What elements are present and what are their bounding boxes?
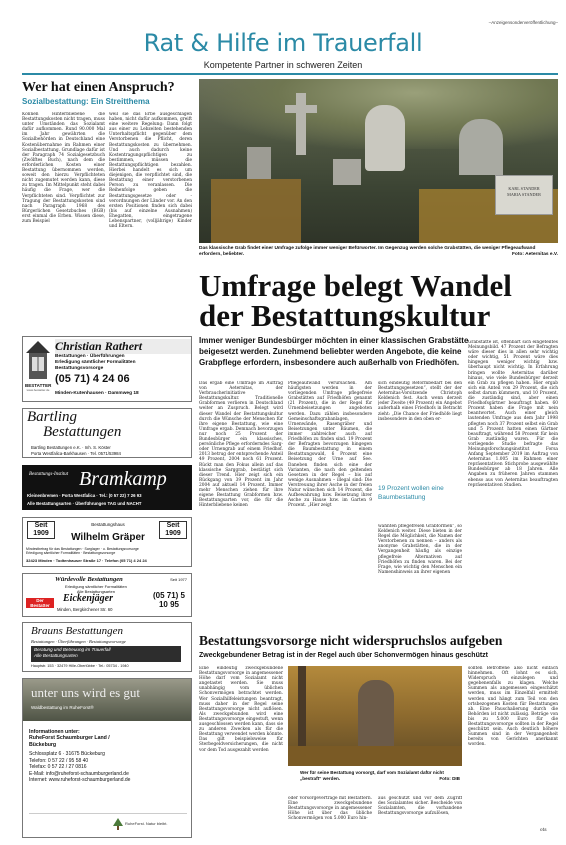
eickenjaeger-lines: Erledigung sämtlicher Formalitäten Alle Bestattungsarten <box>65 584 127 594</box>
gravestone-plaque: KARL STANDER MARIA STANDER <box>495 175 553 215</box>
page-title: Rat & Hilfe im Trauerfall <box>143 29 423 57</box>
graeper-since-right: Seit 1909 <box>159 521 187 539</box>
ruheforst-slogan: unter uns wird es gut <box>31 685 141 700</box>
main-col3: sich eindeutig Reformbedarf bei den Bestattungsgesetzen“, stellt der der Aeternitas-Vorsitzende Christoph Keldenich fest. Auch wenn derzeit jeder Zweite (49 Prozent) ein Angebot außerhalb eines Friedhofs in Betracht zieht: „Die Chance der Friedhöfe liegt insbesondere in den oben er- <box>378 381 462 422</box>
second-subheadline: Zweckgebundener Betrag ist in der Regel auch über Schonvermögen hinaus geschützt <box>199 652 489 659</box>
ruheforst-logo: RuheForst. Natur bleibt. <box>29 813 187 833</box>
rathert-address: Minden-Kutenhausen · Dammweg 18 <box>55 391 139 396</box>
eickenjaeger-phone: (05 71) 5 10 95 <box>152 591 186 609</box>
gravestone-cross <box>296 93 306 155</box>
second-col2: oder Vorsorgeverträge mit Bestattern. Eine zweckgebundene Bestattungsvorsorge in angemessener Höhe ist über das übliche Schonvermögen von 5.000 Euro hin- <box>288 796 372 822</box>
eickenjaeger-since: Seit 1977 <box>170 577 187 582</box>
ad-rathert[interactable] <box>22 336 192 402</box>
bramkamp-name: Bramkamp <box>79 468 167 490</box>
ad-graeper[interactable] <box>22 517 192 567</box>
bartling-address: Bartling Bestattungen e.K. · Inh. S. Köster Porta Westfalica-Barkhausen · Tel. 0571/53984 <box>31 445 121 456</box>
autumn-grave-photo <box>288 666 462 766</box>
main-lead: Immer weniger Bundesbürger möchten in einer klassischen Grabstätte beigesetzt werden. Zunehmend beliebter werden Angebote, die keine Grabpflege erfordern, insbesondere auch außerhalb von Friedhöfen. <box>199 336 469 367</box>
brauns-address: Hauptstr. 153 · 32479 Hille-Oberlübbe · Tel.: 05734 - 1940 <box>31 664 129 668</box>
left-article-col1: Können Hinterbliebene die Bestattungskosten nicht tragen, muss unter Umständen das Sozialamt dafür aufkommen. Rund 90.000 Mal im Jahr gewährten die Sozialbehörden in Deutschland eine Kostenübernahme im Rahmen einer Sozialbestattung. Grundlage dafür ist der Paragraph 74 Sozialgesetzbuch (Zwölftes Buch), nach dem die erforderlichen Kosten einer Bestattung übernommen werden, soweit den hierzu Verpflichteten nicht zugemutet werden kann, diese zu tragen. Im Mittelpunkt steht dabei häufig die Frage, wer die Verpflichteten sind. Verpflichtet zur Tragung der Bestattungskosten sind nach Paragraph 1968 des Bürgerlichen Gesetzbuches (BGB) erst einmal die Erben. Wissen diese, zum Beispiel <box>22 112 105 224</box>
graeper-since-left: Seit 1909 <box>27 521 55 539</box>
bramkamp-line2: Alle Bestattungsarten · Überführungen TAG und NACHT <box>27 501 142 506</box>
bramkamp-left: Bestattungs-Institut <box>29 472 69 477</box>
second-col4: sollten Betroffene also nicht einfach hinnehmen. Oft lohnt es sich, Widerspruch einzulegen und gegebenenfalls zu klagen. Welche Summen als angemessen eingeschätzt werden, muss im Einzelfall ermittelt werden und hängt zum Teil von den ortsbezogenen Kosten für Bestattungen ab. Eine Pauschalierung durch die Behörden ist nicht zulässig. Beträge von bis zu 5.000 Euro für die Bestattungsvorsorge sollten in der Regel geschützt sein. Auch deutlich höhere Summen sind in der Vergangenheit bereits von Gerichten anerkannt worden. <box>468 666 558 748</box>
main-col3-after: wähnten pflegefreien Grabformen“, so Keldenich weiter. Diese bieten in der Regel die Möglichkeit, die Namen der Verstorbenen zu nennen – anders als anonyme Grabstätten, die in der Vergangenheit häufig als einzige pflegefreie Alternativen auf Friedhöfen zu finden waren. Bei der Frage, wie wichtig den Menschen ein Namenshinweis an ihrer eigenen <box>378 524 462 575</box>
photo1-caption: Das klassische Grab findet einer Umfrage zufolge immer weniger Befürworter. Im Gegenzug werden solche Grabstätten, die weniger Pflegeaufwand erfordern, beliebter. Foto: Aeternitas e.V. <box>199 246 558 257</box>
brauns-name: Brauns Bestattungen <box>31 625 123 637</box>
ad-note: –Anzeigensonderveröffentlichung– <box>488 20 558 25</box>
second-col1: Eine eindeutig zweckgebundene Bestattungsvorsorge in angemessener Höhe darf vom Sozialamt nicht angetastet werden. Sie muss unabhängig vom üblichen Schonvermögen betrachtet werden. Wer Sozialhilfeleistungen beantragt, muss daher in der Regel seine Bestattungsvorsorge nicht auflösen. Als zweckgebunden wird eine Bestattungsvorsorge eingestuft, wenn ausgeschlossen werden kann, dass sie zu anderen Zwecken als für die Bestattung verwendet werden könnte. Das gilt beispielsweise für Sterbegeldversicherungen, die nicht vor dem Tod ausgezahlt werden <box>199 666 283 753</box>
ad-brauns[interactable] <box>22 622 192 672</box>
ad-eickenjaeger[interactable] <box>22 573 192 617</box>
ruheforst-tagline: Waldbestattung im RuheForst® <box>31 705 94 710</box>
second-col3: aus geschützt und vor dem Zugriff des Sozialamtes sicher. Bescheide von Sozialamten, die vorhandene Bestattungsvorsorge aufzulösen, <box>378 796 462 817</box>
brauns-sub: Bestattungen · Überführungen · Bestattungsvorsorge <box>31 639 126 644</box>
second-headline: Bestattungsvorsorge nicht widerspruchslos aufgeben <box>199 633 503 648</box>
left-article-title: Wer hat einen Anspruch? <box>22 80 175 95</box>
page-subtitle: Kompetente Partner in schweren Zeiten <box>203 60 363 70</box>
main-col1: Das ergab eine Umfrage im Auftrag von Aeternitas, der Verbraucherinitiative Bestattungskultur. Traditionelle Grabformen verlieren in Deutschland weiter an Zuspruch. Belegt wird dieser Wandel der Bestattungskultur durch die Wünsche der Menschen für ihre eigene Bestattung, wie eine Umfrage ergab. Demnach bevorzugen nur noch 25 Prozent der Bundesbürger ein klassisches, persönliche Pflege erforderndes Sarg- oder Urnengrab auf einem Friedhof. 2013 betrug der entsprechende Anteil 49 Prozent, 2004 noch 61 Prozent. Rückt man den Fokus allein auf das klassische Sarggrab, bestätigt sich dieser Trend. Hier zeigt sich ein Rückgang von 39 Prozent im Jahr 2004 auf aktuell 14 Prozent. Immer mehr Menschen ziehen für ihre eigene Bestattung Grabformen bzw. Bestattungsarten vor, die für die Hinterbliebene keinen <box>199 381 283 509</box>
rathert-phone: (05 71) 4 24 06 <box>55 373 130 385</box>
main-col4: Grabstätte ist, offenbart sich eingeteiltes Meinungsbild. 47 Prozent der Befragten wäre dieser dies in allen sehr wichtig oder wichtig, 51 Prozent wäre dies hingegen weniger wichtig bzw. überhaupt nicht wichtig. In Erfahrung bringen wollte Aeternitas darüber hinaus, wie viele Bundesbürger derzeit ein Grab zu pflegen haben. Hier ergab sich ein Anteil von 29 Prozent, die sich selbst darum kümmern, und 10 Prozent, die zuständig sind, aber einen Friedhofsgärtner beauftragt haben. 60 Prozent haben die Frage mit nein beantwortet. Auch einer gleich lautenden Umfrage aus dem Jahr 1998 pflegten noch 37 Prozent selbst ein Grab und 5 Prozent hatten einen Gärtner beauftragt, während 58 Prozent für kein Grab zuständig waren. Für die vorliegende Studie befragte das Meinungsforschungsinstitut Forsa Anfang September 2019 im Auftrag von Aeternitas 1.005 im Rahmen einer repräsentativen Stichprobe ausgewählte Bundesbürger ab 18 Jahren. Alle Angaben zu früheren Jahren stammen ebenso aus von Aeternitas beauftragten repräsentativen Studien. <box>468 340 558 488</box>
second-end: ots <box>540 828 547 833</box>
main-headline-1: Umfrage belegt Wandel <box>199 268 512 303</box>
eickenjaeger-name: Würdevolle Bestattungen <box>55 576 123 583</box>
header-rule <box>22 73 558 75</box>
main-col2: Pflegeaufwand verursachen. Am häufigsten werden in der vorliegenden Umfrage pflegefreie Grabstätten auf Friedhöfen genannt (21 Prozent), die in der Regel für Urnenbeisetzungen angeboten werden. Dazu zählen insbesondere Gemeinschaftsgrabanlagen, Urnenwände, Rasengräber und Beisetzungen unter Bäumen, die immer zahlreicher auch auf Friedhöfen zu finden sind. 19 Prozent der Befragten bevorzugen hingegen die Baumbestattung in einem Bestattungswald, 6 Prozent eine Beisetzung der Urne auf See. Daneben finden sich eine der Varianten, die nach den geltenden Gesetzen in der Regel – bis auf wenige Ausnahmen – illegal sind: Die Verstreuung ihrer Asche in der freien Natur wünschen sich 14 Prozent, die Aufbewahrung bzw. Beisetzung ihrer Asche zu Hause bzw. im Garten 9 Prozent. „Hier zeigt <box>288 381 372 509</box>
rathert-badge: BESTATTER www.bestatter.de <box>25 341 51 399</box>
eickenjaeger-badge: Der Bestatter <box>26 598 54 608</box>
eickenjaeger-company: Eickenjäger <box>63 593 113 604</box>
main-headline-2: der Bestattungskultur <box>199 298 491 333</box>
bartling-line2: Bestattungen <box>43 424 122 440</box>
ruheforst-photo <box>23 679 192 721</box>
main-pull-quote: 19 Prozent wollen eine Baumbestattung <box>378 485 444 501</box>
graeper-sub: Bestattungshaus <box>91 522 125 527</box>
bartling-line1: Bartling <box>27 409 78 425</box>
left-article-subtitle: Sozialbestattung: Ein Streitthema <box>22 97 150 106</box>
ad-bartling[interactable] <box>22 408 192 458</box>
rathert-name: Christian Rathert <box>55 339 191 354</box>
chapel-icon <box>26 341 50 379</box>
left-article-col2: weil sie das Erbe ausgeschlagen haben, nicht dafür aufkommen, greift eine weitere Regelung: Dann folgt aus einer zu Lebzeiten bestehenden Unterhaltspflicht gegenüber dem Verstorbenen die Pflicht, deren Bestattungskosten zu übernehmen. Und auch dadurch keine Kostentragungspflichtigen zu bestimmen, müssen die Bestattungspflichtigen bezahlen. Hierbei handelt es sich um diejenigen, die verpflichtet sind, die Bestattung einer verstorbenen Person zu veranlassen. Die Reihenfolge geben die Bestattungsgesetze oder -verordnungen der Länder vor. An den ersten Positionen finden sich dabei (bis auf einzelne Ausnahmen) Ehegatten, eingetragene Lebenspartner, (volljährige) Kinder und Eltern. <box>109 112 192 230</box>
gravestone-angel <box>365 105 405 171</box>
cemetery-photo <box>199 79 558 243</box>
ruheforst-contact: Schlossplatz 6 · 31675 Bückeburg Telefon: 0 57 22 / 95 58 40 Telefax: 0 57 22 / 27 0816 E-Mail: info@ruheforst-schaumburgerland.de Internet: www.ruheforst-schaumburgerland.de <box>29 751 131 783</box>
graeper-address: 32423 Minden · Todtenhauser Straße 17 · Telefon (05 71) 4 24 24 <box>26 558 147 563</box>
graeper-name: Wilhelm Gräper <box>71 532 145 543</box>
photo2-caption: Wer für seine Bestattung vorsorgt, darf vom Sozialamt dafür nicht „bestraft“ werden. Foto: DIB <box>300 770 460 781</box>
eickenjaeger-address: Minden, Bergkirchener Str. 60 <box>57 607 113 612</box>
graeper-small: Mindestbetrag für das Bestattungen · Sarglager · u. Bestattungsvorsorge Erledigung sämtlicher Formalitäten · Bestattungsvorsorge <box>26 547 139 556</box>
bramkamp-line: Kleinenbremen · Porta Westfalica · Tel.: (0 57 22) 7 26 93 <box>27 493 142 498</box>
ad-bramkamp[interactable] <box>22 465 192 510</box>
ad-ruheforst[interactable] <box>22 678 192 838</box>
rathert-services: Bestattungen · Überführungen Erledigung sämtlicher Formalitäten Bestattungsvorsorge <box>55 354 136 371</box>
tree-icon <box>113 818 123 830</box>
ruheforst-info-title: Informationen unter: RuheForst Schaumburger Land / Bückeburg <box>29 729 110 748</box>
brauns-band: Beratung und Betreuung im Trauerfall Alle Bestattungsarten <box>31 646 181 662</box>
